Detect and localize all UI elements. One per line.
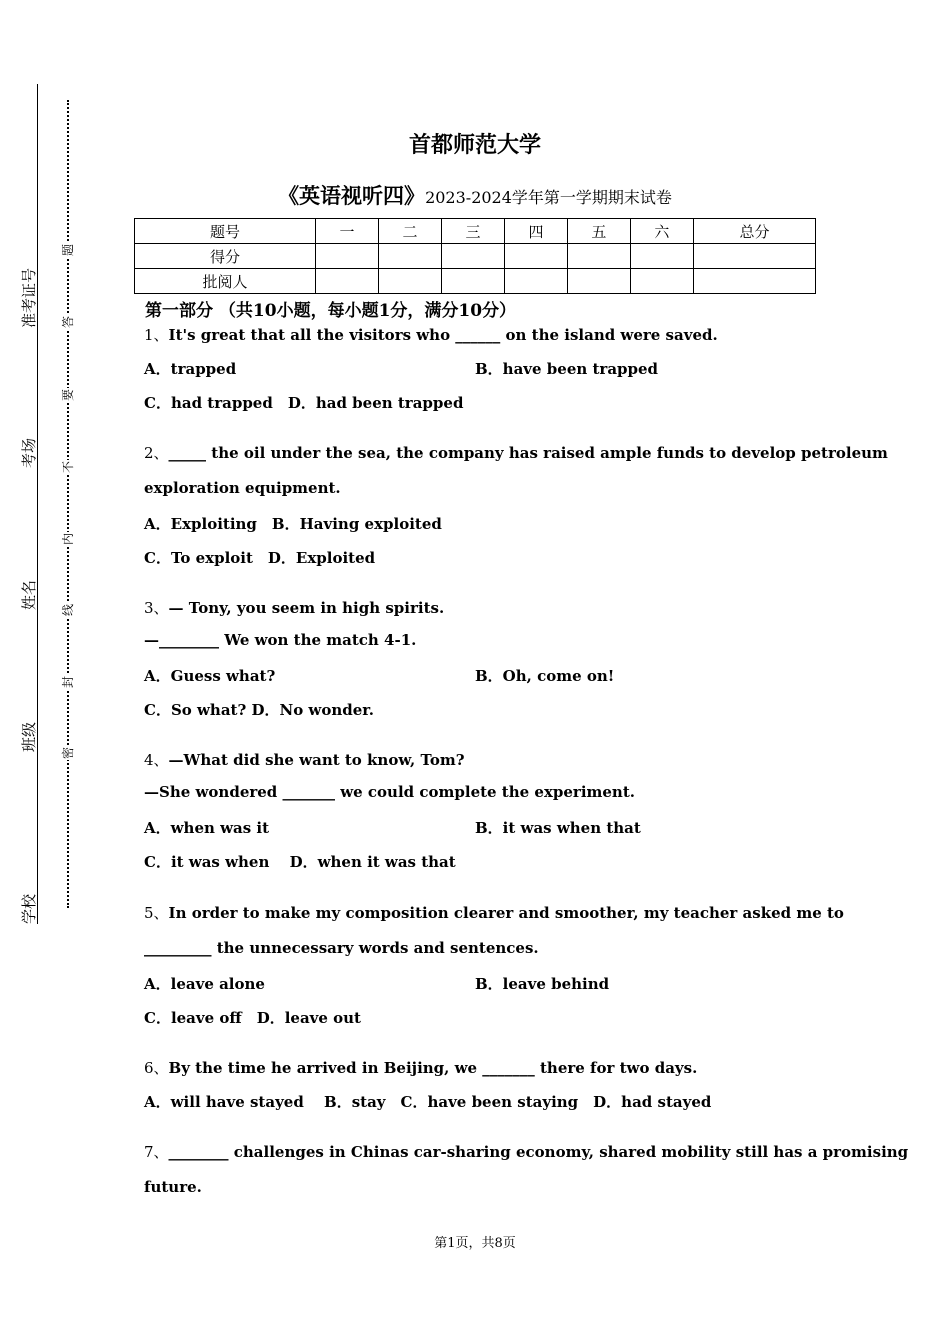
seal-char: 内 <box>61 533 75 546</box>
header-cell: 三 <box>441 219 504 244</box>
seal-dotted-line <box>67 100 69 908</box>
page-footer: 第1页，共8页 <box>434 1236 516 1251</box>
option-b: B．it was when that <box>475 819 641 837</box>
name-label: 姓名 <box>20 579 38 610</box>
question-stem <box>144 1057 697 1078</box>
header-cell: 六 <box>630 219 693 244</box>
score-cell <box>378 269 441 294</box>
option-b: B．Oh, come on! <box>475 667 615 685</box>
question-number: 6、 <box>144 1059 169 1077</box>
header-cell: 二 <box>378 219 441 244</box>
question-number: 3、 <box>144 599 169 617</box>
exam-room-label: 考场 <box>20 437 38 468</box>
header-cell: 五 <box>567 219 630 244</box>
option-a: A．when was it <box>144 819 270 837</box>
binding-line <box>37 84 38 924</box>
score-table <box>134 218 816 294</box>
question-stem <box>144 324 718 345</box>
option-b: B．leave behind <box>475 975 610 993</box>
question-number: 2、 <box>144 444 169 462</box>
university-title: 首都师范大学 <box>408 133 541 158</box>
options-abcd: A．will have stayed B．stay C．have been staying D．had stayed <box>144 1093 712 1111</box>
seal-char: 线 <box>61 604 75 617</box>
options-cd: C．To exploit D．Exploited <box>144 549 376 567</box>
score-cell <box>693 269 815 294</box>
question-stem <box>144 597 444 618</box>
question-stem <box>144 902 844 923</box>
score-cell <box>316 269 379 294</box>
exam-number-label: 准考证号 <box>20 267 38 328</box>
options-ab: A．Exploiting B．Having exploited <box>144 515 442 533</box>
question-text: ________ challenges in Chinas car-sharing economy, shared mobility still has a promising <box>168 1143 909 1161</box>
question-text: In order to make my composition clearer and smoother, my teacher asked me to <box>168 904 844 922</box>
option-b: B．have been trapped <box>475 360 659 378</box>
question-number: 4、 <box>144 751 169 769</box>
course-name: 《英语视听四》 <box>278 184 426 208</box>
seal-char: 不 <box>61 461 75 474</box>
question-text: — Tony, you seem in high spirits. <box>168 599 445 617</box>
score-table-header-row <box>135 219 816 244</box>
seal-char: 答 <box>61 316 75 329</box>
score-cell <box>441 269 504 294</box>
section-title: 第一部分 （共10小题，每小题1分，满分10分） <box>145 301 517 321</box>
header-cell: 总分 <box>693 219 815 244</box>
question-text-line2: —She wondered _______ we could complete the experiment. <box>144 783 635 801</box>
question-text: _____ the oil under the sea, the company has raised ample funds to develop petroleum <box>168 444 888 462</box>
reviewer-row <box>135 269 816 294</box>
header-cell: 题号 <box>135 219 316 244</box>
question-number: 1、 <box>144 326 169 344</box>
score-cell <box>630 269 693 294</box>
score-cell <box>630 244 693 269</box>
exam-subtitle <box>0 180 950 210</box>
term-label: 2023-2024学年第一学期期末试卷 <box>425 188 672 207</box>
seal-char: 封 <box>61 676 75 689</box>
score-cell <box>693 244 815 269</box>
option-a: A．leave alone <box>144 975 265 993</box>
question-stem <box>144 1141 908 1162</box>
question-number: 5、 <box>144 904 169 922</box>
score-row <box>135 244 816 269</box>
question-text-line2: —________ We won the match 4-1. <box>144 631 417 649</box>
score-cell <box>441 244 504 269</box>
option-a: A．trapped <box>144 360 237 378</box>
class-label: 班级 <box>20 721 38 752</box>
header-cell: 一 <box>316 219 379 244</box>
school-label: 学校 <box>20 893 38 924</box>
question-text: —What did she want to know, Tom? <box>168 751 465 769</box>
score-cell <box>504 244 567 269</box>
question-text-line2: future. <box>144 1178 202 1196</box>
row-label: 得分 <box>135 244 316 269</box>
row-label: 批阅人 <box>135 269 316 294</box>
options-cd: C．had trapped D．had been trapped <box>144 394 464 412</box>
options-cd: C．So what? D．No wonder. <box>144 701 375 719</box>
seal-char: 题 <box>61 244 75 257</box>
question-number: 7、 <box>144 1143 169 1161</box>
seal-char: 密 <box>61 747 75 760</box>
options-cd: C．it was when D．when it was that <box>144 853 456 871</box>
score-cell <box>378 244 441 269</box>
seal-char: 要 <box>61 389 75 402</box>
option-a: A．Guess what? <box>144 667 276 685</box>
question-text: It's great that all the visitors who ______ on the island were saved. <box>168 326 718 344</box>
score-cell <box>567 269 630 294</box>
options-cd: C．leave off D．leave out <box>144 1009 361 1027</box>
question-text-line2: _________ the unnecessary words and sentences. <box>144 939 539 957</box>
question-text-line2: exploration equipment. <box>144 479 341 497</box>
question-text: By the time he arrived in Beijing, we _______ there for two days. <box>168 1059 698 1077</box>
header-cell: 四 <box>504 219 567 244</box>
score-cell <box>504 269 567 294</box>
question-stem <box>144 442 888 463</box>
score-cell <box>567 244 630 269</box>
question-stem <box>144 749 465 770</box>
score-cell <box>316 244 379 269</box>
